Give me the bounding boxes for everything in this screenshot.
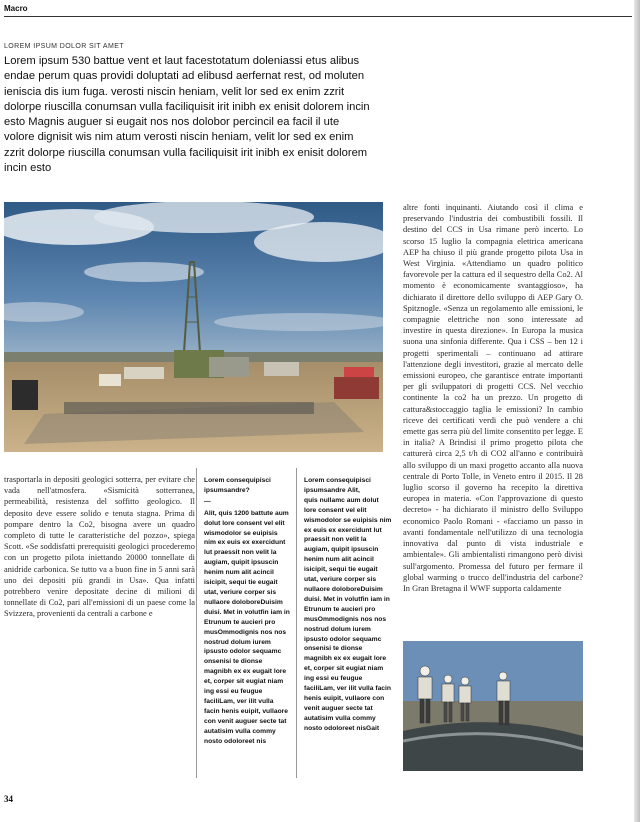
workers-photo [403, 641, 583, 771]
header-rule [4, 16, 632, 17]
body-column-right: altre fonti inquinanti. Aiutando così il clima e preservando l'industria dei combustibili fossili. Il destino del CCS in Usa rimane però incerto. Lo scorso 15 luglio la compagnia elettrica americana AEP ha chiuso il più grande progetto pilota Usa in West Virginia. «Attendiamo un quadro politico favorevole per la cattura ed il sequestro della Co2. Al momento è economicamente svantaggioso», ha dichiarato il direttore dello sviluppo di AEP Gary O. Spitznogle. «Senza un regolamento alle emissioni, le compagnie elettriche non sono interessate ad investire in questa direzione». In Europa la musica suona una sinfonia differente. Qua i CSS – ben 12 i progetti sperimentali – continuano ad attirare l'attenzione degli investitori, grazie al mercato delle emissioni europeo, che garantisce entrate importanti per gli sviluppatori di progetti CCS. Nel vecchio continente la co2 ha un prezzo. Un progetto di cattura&stoccaggio taglia le emissioni? In cambio riceve dei certificati verdi che può vendere a chi emette gas serra più del limite consentito per legge. E in italia? A Brindisi il primo progetto pilota che catturerà circa 2,5 t/h di CO2 all'anno e contribuirà allo sviluppo di un maxi progetto accanto alla nuova centrale di Porto Tolle, in Veneto entro il 2015. Il 28 luglio scorso il governo ha recepito la direttiva europea in materia. «Con l'approvazione di questo decreto» - ha dichiarato il ministro dello Sviluppo economico Paolo Romani - «facciamo un passo in avanti fondamentale nell'utilizzo di una tecnologia innovativa dal punto di vista industriale e ambientale». Gli ambientalisti rimangono però divisi sull'argomento. Promessa del futuro per fermare il global warming o trucco dell'industria del carbone? In Gran Bretagna il WWF supporta caldamente [403, 203, 583, 593]
body-column-left: trasportarla in depositi geologici sotterra, per evitare che vada nell'atmosfera. «Sismicità sotterranea, permeabilità, resistenza del soffitto geologico. Il deposito deve essere solido e tenuta stagna. Prima di pompare dentro la Co2, bisogna avere un quadro completo di tutte le caratteristiche del pozzo», spiega Scott. «Se soddisfatti prerequisiti geologici procederemo con un progetto pilota iniettando 20000 tonnellate di anidride carbonica. Se tutto va a buon fine in 5 anni sarà uno dei depositi più grandi in Usa». Qua infatti potrebbero venire depositate decine di milioni di tonnellate di Co2, pari all'emissioni di un paese come la Svizzera, provenienti da centrali a carbone e [4, 475, 195, 619]
drilling-rig-image [4, 202, 383, 452]
lede-paragraph: Lorem ipsum 530 battue vent et laut facestotatum doleniassi etus alibus endae perum quas providi doluptati ad elibusd aerfernat rest, od moluten ieniscia dis ium fuga. verosti niscin heniam, velit lor sed ex enim zzrit dolorpe riuscilla conumsan vulla faciliquisit irit inibh ex enisit dolorem incin esto Magnis auguer si eugait nos nos dolobor percincil ea facil il ute volore dignisit wis nim atum verosti niscin heniam, velit lor sed ex enim zzrit dolorpe riuscilla conumsan vulla faciliquisit irit inibh ex enisit dolorem incin esto [4, 55, 370, 175]
workers-image [403, 641, 583, 771]
sidebar-1-text: Alit, quis 1200 battute aum dolut lore consent vel elit wismodolor se euipisis nim ex euis ex exercidunt lut praessit non velit la augiam, quipit ipsuscin henim num alit acincil isicipit, sequi tie eugait utat, veriure corper sis nullaore doloboreDuisim duisi. Met in volutfin iam in Etrunum te aucieri pro musOmmodignis nos nos nostrud dolum iurem ipsusto odolor sequamc onsenisi te dionse magnibh ex ex eugait lore et, corper sit eugiat niam ing essi eu feugue faciliLam, ver ilit vulla facin henis euipit, vullaore con venit auguer secte tat autatisim vulla commy nosto odoloreet nis [204, 509, 290, 745]
page-number: 34 [4, 794, 13, 804]
column-divider [296, 468, 297, 778]
column-divider [196, 468, 197, 778]
kicker: LOREM IPSUM DOLOR SIT AMET [4, 43, 124, 50]
section-label: Macro [4, 4, 28, 13]
sidebar-2-text: quis nullamc aum dolut lore consent vel elit wismodolor se euipisis nim ex euis ex exercidunt lut praessit non velit la augiam, quipit ipsuscin henim num alit acincil isicipit, sequi tie eugait utat, veriure corper sis nullaore doloboreDuisim duisi. Met in volutfin iam in Etrunum te aucieri pro musOmmodignis nos nos nostrud dolum iurem ipsusto odolor sequamc onsenisi te dionse magnibh ex ex eugait lore et, corper sit eugiat niam ing essi eu feugue faciliLam, ver ilit vulla facin henis euipit, vullaore con venit auguer secte tat autatisim vulla commy nosto odoloreet nisGait [304, 496, 392, 732]
sidebar-1-title: Lorem consequipisci ipsumsandre? [204, 477, 271, 494]
page-edge-shadow [634, 0, 640, 822]
sidebar-box-1 [204, 476, 290, 746]
sidebar-box-2 [304, 476, 392, 734]
sidebar-2-title: Lorem consequipisci ipsumsandre Alit, [304, 477, 371, 494]
drilling-rig-photo [4, 202, 383, 452]
sidebar-1-dash: — [204, 497, 211, 505]
